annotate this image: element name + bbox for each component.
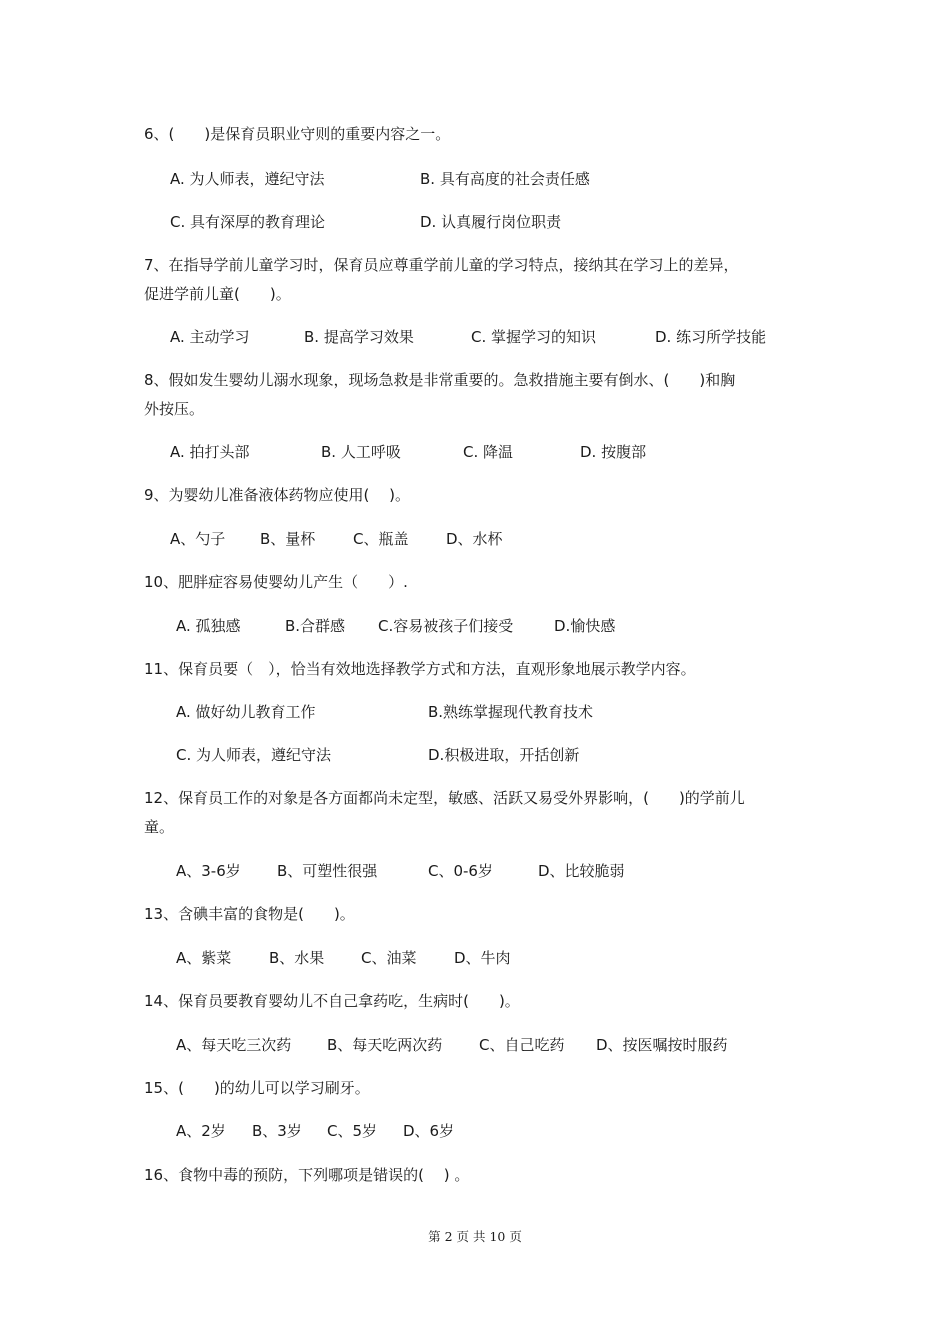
question-15-line-1: 15、( )的幼儿可以学习刷牙。 bbox=[144, 1079, 370, 1097]
question-12-line-1: 12、保育员工作的对象是各方面都尚未定型，敏感、活跃又易受外界影响，( )的学前儿 bbox=[144, 789, 745, 807]
question-11-option-a: A. 做好幼儿教育工作 bbox=[176, 703, 316, 721]
question-14-option-a: A、每天吃三次药 bbox=[176, 1036, 292, 1054]
question-12-option-a: A、3-6岁 bbox=[176, 862, 241, 880]
question-16-line-1: 16、食物中毒的预防，下列哪项是错误的( ) 。 bbox=[144, 1166, 470, 1184]
question-12-option-c: C、0-6岁 bbox=[428, 862, 493, 880]
question-6-line-1: 6、( )是保育员职业守则的重要内容之一。 bbox=[144, 125, 451, 143]
question-7-option-c: C. 掌握学习的知识 bbox=[471, 328, 597, 346]
question-7-option-d: D. 练习所学技能 bbox=[655, 328, 767, 346]
question-8-option-d: D. 按腹部 bbox=[580, 443, 647, 461]
question-7-line-2: 促进学前儿童( )。 bbox=[144, 285, 291, 303]
question-9-line-1: 9、为婴幼儿准备液体药物应使用( )。 bbox=[144, 486, 411, 504]
question-12-line-2: 童。 bbox=[144, 818, 175, 836]
question-14-option-d: D、按医嘱按时服药 bbox=[596, 1036, 728, 1054]
question-15-option-a: A、2岁 bbox=[176, 1122, 226, 1140]
question-11-line-1: 11、保育员要（ ），恰当有效地选择教学方式和方法，直观形象地展示教学内容。 bbox=[144, 660, 696, 678]
question-7-option-a: A. 主动学习 bbox=[170, 328, 250, 346]
question-6-option-c: C. 具有深厚的教育理论 bbox=[170, 213, 326, 231]
question-9-option-a: A、勺子 bbox=[170, 530, 226, 548]
question-11-option-b: B.熟练掌握现代教育技术 bbox=[428, 703, 594, 721]
question-14-option-c: C、自己吃药 bbox=[479, 1036, 565, 1054]
question-14-line-1: 14、保育员要教育婴幼儿不自己拿药吃，生病时( )。 bbox=[144, 992, 520, 1010]
question-8-line-2: 外按压。 bbox=[144, 400, 205, 418]
question-13-option-a: A、紫菜 bbox=[176, 949, 232, 967]
question-7-line-1: 7、在指导学前儿童学习时，保育员应尊重学前儿童的学习特点，接纳其在学习上的差异， bbox=[144, 256, 739, 274]
question-13-option-c: C、油菜 bbox=[361, 949, 417, 967]
question-9-option-d: D、水杯 bbox=[446, 530, 503, 548]
question-11-option-d: D.积极进取，开括创新 bbox=[428, 746, 580, 764]
question-6-option-b: B. 具有高度的社会责任感 bbox=[420, 170, 590, 188]
question-10-option-c: C.容易被孩子们接受 bbox=[378, 617, 514, 635]
page-footer: 第 2 页 共 10 页 bbox=[428, 1229, 522, 1244]
question-12-option-b: B、可塑性很强 bbox=[277, 862, 378, 880]
question-11-option-c: C. 为人师表，遵纪守法 bbox=[176, 746, 332, 764]
question-15-option-c: C、5岁 bbox=[327, 1122, 378, 1140]
question-7-option-b: B. 提高学习效果 bbox=[304, 328, 414, 346]
question-15-option-b: B、3岁 bbox=[252, 1122, 302, 1140]
question-6-option-a: A. 为人师表，遵纪守法 bbox=[170, 170, 325, 188]
question-13-option-d: D、牛肉 bbox=[454, 949, 511, 967]
question-10-line-1: 10、肥胖症容易使婴幼儿产生（ ）. bbox=[144, 573, 408, 591]
question-13-option-b: B、水果 bbox=[269, 949, 325, 967]
question-8-option-a: A. 拍打头部 bbox=[170, 443, 250, 461]
question-6-option-d: D. 认真履行岗位职责 bbox=[420, 213, 562, 231]
question-8-option-c: C. 降温 bbox=[463, 443, 514, 461]
question-10-option-a: A. 孤独感 bbox=[176, 617, 241, 635]
question-12-option-d: D、比较脆弱 bbox=[538, 862, 625, 880]
question-9-option-b: B、量杯 bbox=[260, 530, 316, 548]
question-10-option-b: B.合群感 bbox=[285, 617, 346, 635]
question-14-option-b: B、每天吃两次药 bbox=[327, 1036, 443, 1054]
question-8-line-1: 8、假如发生婴幼儿溺水现象，现场急救是非常重要的。急救措施主要有倒水、( )和胸 bbox=[144, 371, 736, 389]
question-8-option-b: B. 人工呼吸 bbox=[321, 443, 401, 461]
question-13-line-1: 13、含碘丰富的食物是( )。 bbox=[144, 905, 355, 923]
question-10-option-d: D.愉快感 bbox=[554, 617, 616, 635]
question-9-option-c: C、瓶盖 bbox=[353, 530, 409, 548]
question-15-option-d: D、6岁 bbox=[403, 1122, 455, 1140]
